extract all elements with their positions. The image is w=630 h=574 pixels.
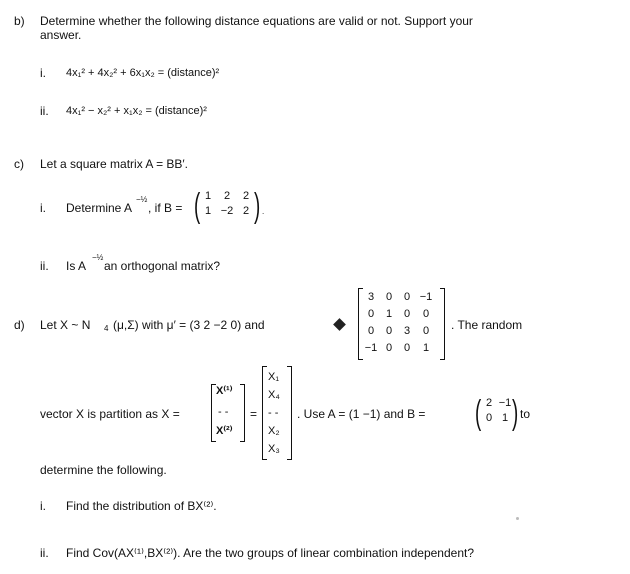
part-b-label: b): [14, 14, 25, 28]
part-b-question-line1: Determine whether the following distance equations are valid or not. Support your: [40, 14, 473, 28]
stray-dot: [516, 517, 519, 520]
matrix-cell: 0: [403, 342, 411, 354]
part-d-use-text-b: to: [520, 407, 531, 421]
part-c-matrix-right-paren: ): [254, 187, 261, 225]
matrix-cell: 0: [385, 342, 393, 354]
part-b-equation-i: 4x₁² + 4x₂² + 6x₁x₂ = (distance)²: [66, 67, 220, 79]
part-d-use-text-a: . Use A = (1 −1) and B =: [297, 407, 426, 421]
matrix-cell: −1: [364, 342, 378, 354]
part-b-item-i-number: i.: [40, 66, 46, 80]
diamond-icon: [333, 318, 346, 331]
period-mark: .: [262, 207, 265, 216]
matrix-cell: 0: [422, 308, 430, 320]
part-c-item-ii-text-a: Is A: [66, 259, 87, 273]
sigma-matrix: [362, 289, 436, 357]
part-b-item-ii-number: ii.: [40, 104, 49, 118]
part-d-item-i-number: i.: [40, 499, 46, 513]
sigma-right-bracket: [440, 288, 445, 360]
matrix-cell: 0: [367, 325, 375, 337]
components-column: [268, 368, 280, 458]
component: X₄: [268, 389, 280, 401]
block-right-bracket: [240, 384, 245, 442]
part-c-item-i-text: Determine A: [66, 201, 133, 215]
components-left-bracket: [262, 366, 267, 460]
matrix-cell: 0: [385, 325, 393, 337]
matrix-cell: 1: [204, 190, 212, 202]
matrix-cell: 2: [242, 190, 250, 202]
matrix-cell: −2: [220, 205, 234, 217]
part-c-item-ii-number: ii.: [40, 259, 49, 273]
component: - -: [268, 407, 279, 419]
matrix-cell: 2: [242, 205, 250, 217]
part-d-matrix-B: [482, 396, 514, 426]
component: X₂: [268, 425, 280, 437]
part-d-matrix-left-paren: (: [475, 394, 482, 432]
matrix-cell: 0: [367, 308, 375, 320]
matrix-cell: 3: [403, 325, 411, 337]
part-c-matrix-left-paren: (: [194, 187, 201, 225]
part-c-statement: Let a square matrix A = BB′.: [40, 157, 188, 171]
part-d-item-ii-number: ii.: [40, 546, 49, 560]
components-right-bracket: [287, 366, 292, 460]
part-d-line1-sub: 4: [104, 324, 109, 333]
matrix-cell: 0: [385, 291, 393, 303]
component: X₃: [268, 443, 280, 455]
part-c-item-i-if: , if B =: [148, 201, 183, 215]
matrix-cell: 1: [501, 412, 509, 424]
part-c-item-i-exponent: −½: [136, 195, 148, 204]
part-c-item-i-number: i.: [40, 201, 46, 215]
block-separator: - -: [218, 406, 229, 418]
part-d-matrix-right-paren: ): [512, 394, 519, 432]
matrix-cell: 1: [204, 205, 212, 217]
matrix-cell: 1: [422, 342, 430, 354]
matrix-cell: 1: [385, 308, 393, 320]
part-b-equation-ii: 4x₁² − x₂² + x₁x₂ = (distance)²: [66, 105, 207, 117]
block-bottom: X⁽²⁾: [216, 425, 233, 437]
component: X₁: [268, 371, 280, 383]
matrix-cell: 0: [403, 308, 411, 320]
part-d-label: d): [14, 318, 25, 332]
matrix-cell: 2: [485, 397, 493, 409]
matrix-cell: 2: [223, 190, 231, 202]
matrix-cell: 0: [403, 291, 411, 303]
block-top: X⁽¹⁾: [216, 385, 233, 397]
part-d-item-i-text: Find the distribution of BX⁽²⁾.: [66, 499, 217, 513]
part-d-line1-c: . The random: [451, 318, 523, 332]
equals-sign: =: [250, 407, 258, 421]
part-c-label: c): [14, 157, 24, 171]
part-d-item-ii-text: Find Cov(AX⁽¹⁾,BX⁽²⁾). Are the two groups of linear combination independent?: [66, 546, 475, 560]
part-b-question-line2: answer.: [40, 28, 82, 42]
part-c-item-ii-text-b: an orthogonal matrix?: [104, 259, 221, 273]
part-c-matrix-B: [200, 189, 254, 219]
part-d-vector-text: vector X is partition as X =: [40, 407, 180, 421]
matrix-cell: −1: [419, 291, 433, 303]
part-d-determine: determine the following.: [40, 463, 167, 477]
part-d-line1-a: Let X ~ N: [40, 318, 91, 332]
part-c-item-ii-exponent: −½: [92, 253, 104, 262]
matrix-cell: 3: [367, 291, 375, 303]
matrix-cell: 0: [422, 325, 430, 337]
part-d-line1-b: (μ,Σ) with μ′ = (3 2 −2 0) and: [113, 318, 265, 332]
matrix-cell: −1: [498, 397, 512, 409]
matrix-cell: 0: [485, 412, 493, 424]
